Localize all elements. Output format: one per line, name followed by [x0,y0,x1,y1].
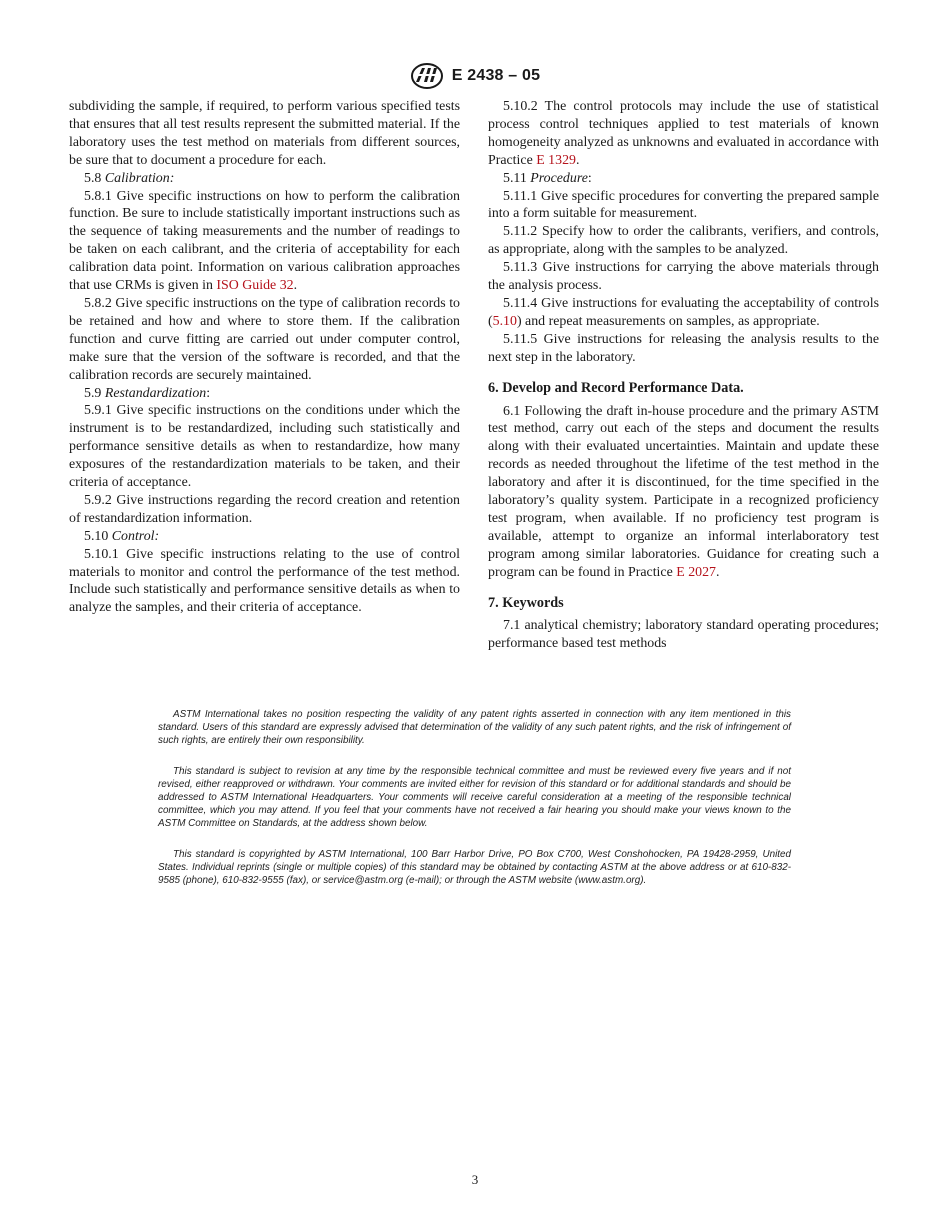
section-5-11-heading [488,170,879,188]
punctuation: . [575,152,580,168]
paragraph-continuation: subdividing the sample, if required, to perform various specified tests that ensures that all test results represent the submitted material. If the laboratory uses the test method on materials from different sources, be sure that to document a procedure for each. [69,99,460,168]
section-6-heading: 6. Develop and Record Performance Data. [488,379,744,396]
copyright-notice: This standard is copyrighted by ASTM International, 100 Barr Harbor Drive, PO Box C700, West Conshohocken, PA 19428-2959, United States. Individual reprints (single or multiple copies) of this standard may be obtained by contacting ASTM at the above address or at 610-832-9585 (phone), 610-832-9555 (fax), or service@astm.org (e-mail); or through the ASTM website (www.astm.org). [158,848,791,887]
page-number: 3 [471,1172,479,1187]
document-id: E 2438 – 05 [451,67,541,84]
punctuation: : [587,170,592,186]
left-column [69,98,460,617]
paragraph-7-1: 7.1 analytical chemistry; laboratory standard operating procedures; performance based test methods [488,618,879,652]
paragraph-5-8-1 [69,188,460,295]
patent-notice: ASTM International takes no position respecting the validity of any patent rights asserted in connection with any item mentioned in this standard. Users of this standard are expressly advised that determination of the validity of any such patent rights, and the risk of infringement of such rights, are entirely their own responsibility. [158,709,791,747]
paragraph-text: 5.10.2 The control protocols may include the use of statistical process control techniques applied to test materials of known homogeneity analyzed as unknowns and evaluated in accordance with Practice [488,99,879,168]
section-title: Control: [111,528,160,544]
section-7-heading: 7. Keywords [488,594,564,611]
section-number: 5.10 [84,528,109,544]
section-5-9-heading [69,385,460,403]
revision-notice: This standard is subject to revision at any time by the responsible technical committee and must be reviewed every five years and if not revised, either reapproved or withdrawn. Your comments are invited either for revision of this standard or for additional standards and should be addressed to ASTM International Headquarters. Your comments will receive careful consideration at a meeting of the responsible technical committee, which you may attend. If you feel that your comments have not received a fair hearing you should make your views known to the ASTM Committee on Standards, at the address shown below. [158,765,791,830]
right-column [488,98,879,653]
section-number: 5.11 [503,170,527,186]
e-1329-link[interactable]: E 1329 [536,152,576,168]
paragraph-5-9-2: 5.9.2 Give instructions regarding the record creation and retention of restandardization information. [69,492,460,526]
punctuation: : [206,385,211,401]
paragraph-5-11-4 [488,295,879,331]
section-title: Calibration: [104,170,175,186]
paragraph-5-11-3: 5.11.3 Give instructions for carrying the above materials through the analysis process. [488,260,879,294]
paragraph-5-11-1: 5.11.1 Give specific procedures for converting the prepared sample into a form suitable for measurement. [488,188,879,222]
section-title: Restandardization [104,385,207,401]
paragraph-text: 6.1 Following the draft in-house procedure and the primary ASTM test method, carry out each of the steps and document the results along with their evaluated uncertainties. Maintain and update these records as needed throughout the lifetime of the test method in the laboratory and after it is discontinued, for the time specified in the laboratory’s quality system. Participate in a recognized proficiency test program, when available. If no proficiency test program is available, attempt to organize an informal interlaboratory test program among similar laboratories. Guidance for creating such a program can be found in Practice [488,403,879,580]
paragraph-5-10-2 [488,98,879,170]
paragraph-6-1 [488,403,879,582]
iso-guide-32-link[interactable]: ISO Guide 32 [216,278,294,294]
paragraph-5-10-1: 5.10.1 Give specific instructions relating to the use of control materials to monitor and control the performance of the test method. Include such statistically and performance sensitive details as when to analyze the samples, and their criteria of acceptance. [69,546,460,616]
astm-logo-icon [410,62,444,90]
paragraph-text: 5.11.4 Give instructions for evaluating the acceptability of controls ( [488,295,879,329]
legal-footer [158,708,791,904]
punctuation: . [715,564,720,580]
section-5-10-link[interactable]: 5.10 [492,313,517,329]
section-title: Procedure [530,170,588,186]
section-number: 5.8 [84,170,102,186]
section-5-8-heading [69,170,460,188]
paragraph-5-11-5: 5.11.5 Give instructions for releasing the analysis results to the next step in the laboratory. [488,331,879,365]
page-header [0,62,950,90]
paragraph-5-9-1: 5.9.1 Give specific instructions on the conditions under which the instrument is to be restandardized, including such statistically and performance sensitive details as when to restandardize, how many exposures of the restandardization materials to be taken, and their criteria of acceptance. [69,403,460,491]
paragraph-5-8-2: 5.8.2 Give specific instructions on the type of calibration records to be retained and how and where to store them. If the calibration function and curve fitting are carried out under computer control, make sure that the version of the software is recorded, and that the calibration records are securely maintained. [69,295,460,383]
paragraph-5-11-2: 5.11.2 Specify how to order the calibrants, verifiers, and controls, as appropriate, along with the samples to be analyzed. [488,224,879,258]
punctuation: . [293,278,298,294]
section-5-10-heading [69,528,460,546]
e-2027-link[interactable]: E 2027 [676,564,716,580]
paragraph-text: 5.8.1 Give specific instructions on how to perform the calibration function. Be sure to include statistically important instructions such as the sequence of taking measurements and the number of readings to be taken on each calibrant, and the criteria of acceptability for each calibration data point. Information on various calibration approaches that use CRMs is given in [69,188,460,294]
section-number: 5.9 [84,385,102,401]
paragraph-text: ) and repeat measurements on samples, as appropriate. [516,313,820,329]
